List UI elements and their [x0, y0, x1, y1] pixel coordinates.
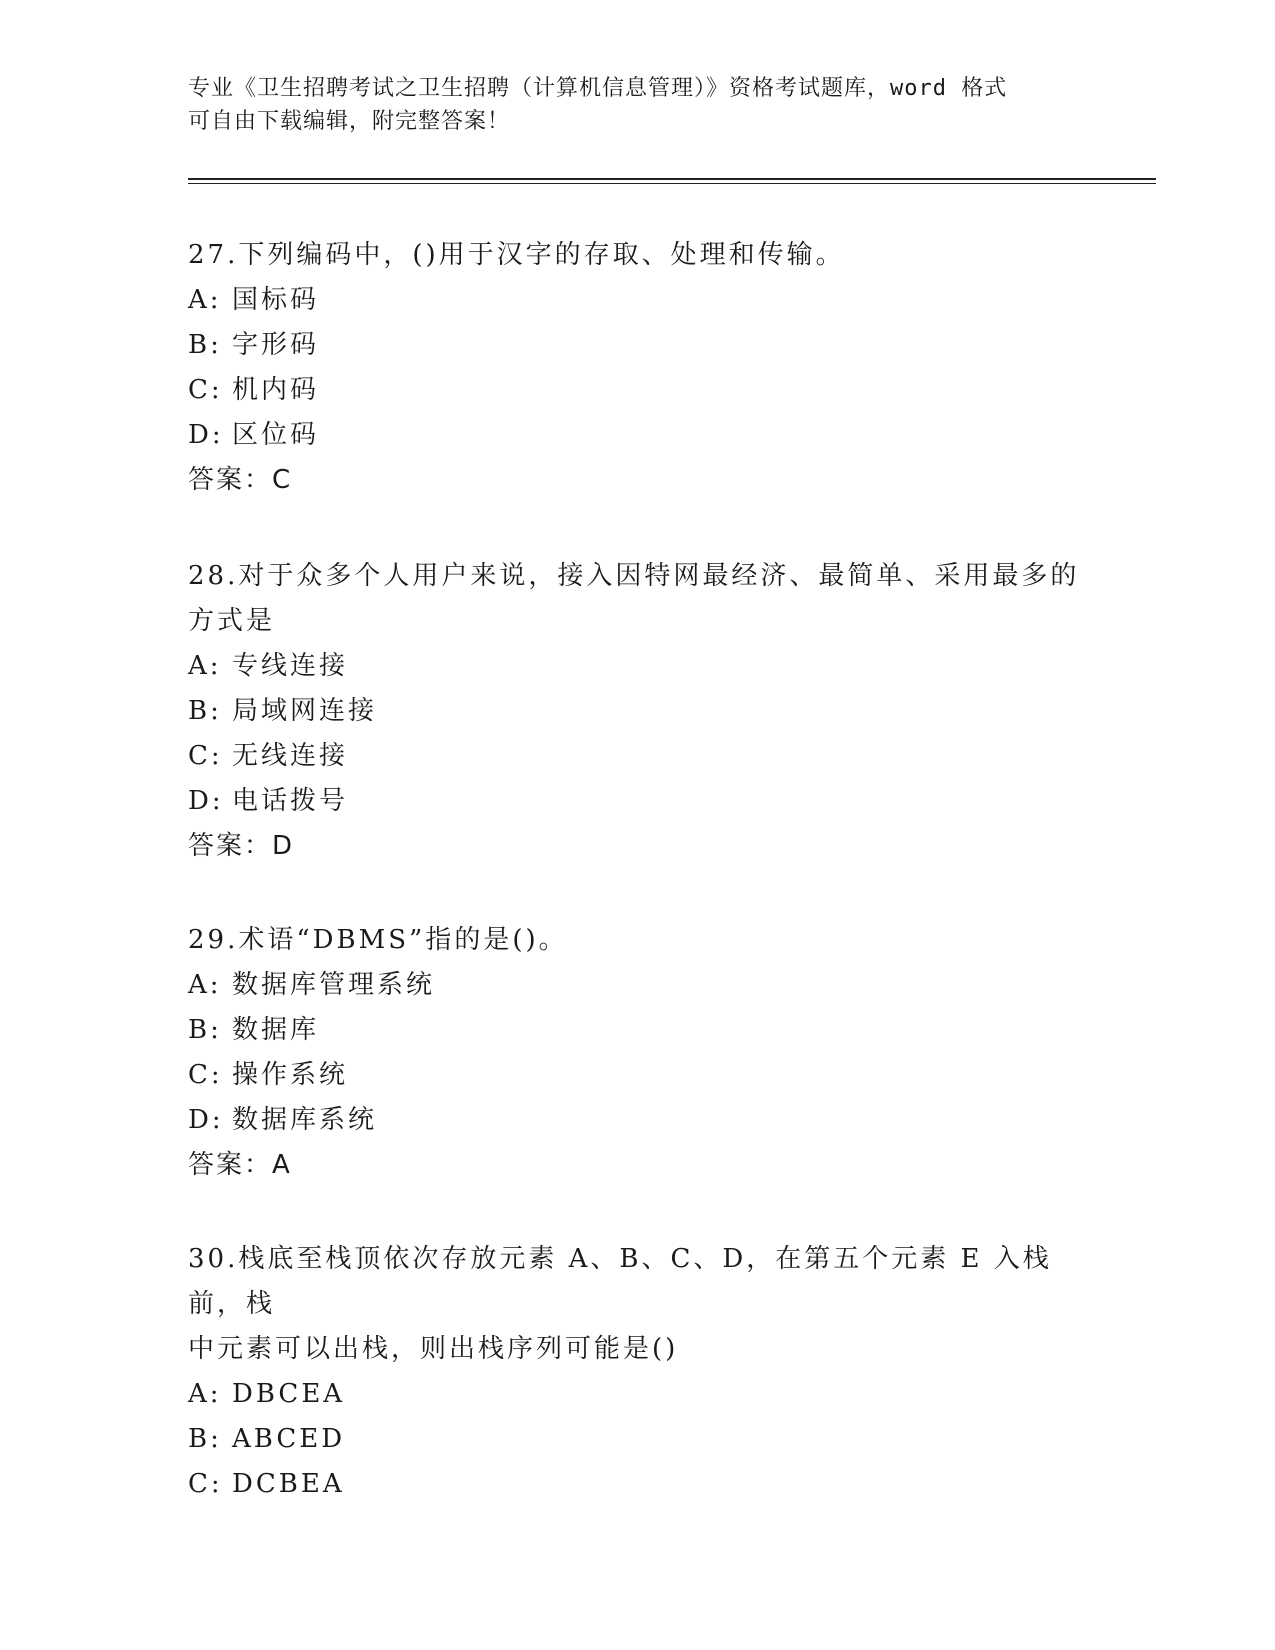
- option-c: [188, 368, 1088, 413]
- option-key: D:: [188, 1105, 224, 1135]
- option-text: 国标码: [232, 285, 320, 315]
- option-text: ABCED: [232, 1424, 346, 1454]
- option-text: 机内码: [232, 375, 320, 405]
- question-stem: 29.术语“DBMS”指的是()。: [188, 925, 568, 955]
- question-stem-continued: 方式是: [188, 606, 276, 636]
- question-27: [188, 233, 1088, 503]
- answer-line: 答案：D: [188, 831, 295, 861]
- option-key: C:: [188, 375, 223, 405]
- header-divider-thick: [188, 178, 1156, 180]
- option-key: A:: [188, 285, 222, 315]
- header-line-1: 专业《卫生招聘考试之卫生招聘（计算机信息管理）》资格考试题库，word 格式: [188, 76, 1008, 101]
- answer-line: 答案：A: [188, 1150, 292, 1180]
- option-c: [188, 1462, 1088, 1507]
- option-text: 区位码: [232, 420, 320, 450]
- option-key: C:: [188, 1060, 223, 1090]
- option-key: C:: [188, 1469, 223, 1499]
- option-key: D:: [188, 420, 224, 450]
- question-28: [188, 554, 1088, 869]
- question-stem: 30.栈底至栈顶依次存放元素 A、B、C、D，在第五个元素 E 入栈前，栈: [188, 1244, 1052, 1319]
- option-text: DCBEA: [232, 1469, 345, 1499]
- option-text: 数据库系统: [232, 1105, 378, 1135]
- option-key: B:: [188, 696, 222, 726]
- option-d: [188, 779, 1088, 824]
- option-d: [188, 413, 1088, 458]
- option-key: B:: [188, 1015, 222, 1045]
- question-stem-continued: 中元素可以出栈，则出栈序列可能是(): [188, 1334, 679, 1364]
- option-text: DBCEA: [232, 1379, 346, 1409]
- option-text: 专线连接: [232, 651, 349, 681]
- option-a: [188, 644, 1088, 689]
- header-divider-thin: [188, 183, 1156, 184]
- option-text: 无线连接: [232, 741, 349, 771]
- option-b: [188, 689, 1088, 734]
- option-key: A:: [188, 1379, 222, 1409]
- question-29: [188, 918, 1088, 1188]
- option-b: [188, 1417, 1088, 1462]
- option-key: B:: [188, 1424, 222, 1454]
- question-stem: 27.下列编码中，()用于汉字的存取、处理和传输。: [188, 240, 845, 270]
- option-text: 字形码: [232, 330, 320, 360]
- option-d: [188, 1098, 1088, 1143]
- document-header: [188, 72, 1068, 138]
- option-b: [188, 323, 1088, 368]
- option-text: 操作系统: [232, 1060, 349, 1090]
- option-key: C:: [188, 741, 223, 771]
- option-key: B:: [188, 330, 222, 360]
- option-key: D:: [188, 786, 224, 816]
- question-stem: 28.对于众多个人用户来说，接入因特网最经济、最简单、采用最多的: [188, 561, 1080, 591]
- question-30: [188, 1237, 1088, 1507]
- option-key: A:: [188, 970, 222, 1000]
- option-b: [188, 1008, 1088, 1053]
- option-text: 数据库管理系统: [232, 970, 436, 1000]
- option-text: 局域网连接: [232, 696, 378, 726]
- option-text: 电话拨号: [232, 786, 349, 816]
- option-a: [188, 278, 1088, 323]
- option-key: A:: [188, 651, 222, 681]
- option-a: [188, 1372, 1088, 1417]
- option-c: [188, 734, 1088, 779]
- answer-line: 答案：C: [188, 465, 293, 495]
- option-text: 数据库: [232, 1015, 320, 1045]
- header-line-2: 可自由下载编辑，附完整答案！: [188, 109, 511, 134]
- option-c: [188, 1053, 1088, 1098]
- option-a: [188, 963, 1088, 1008]
